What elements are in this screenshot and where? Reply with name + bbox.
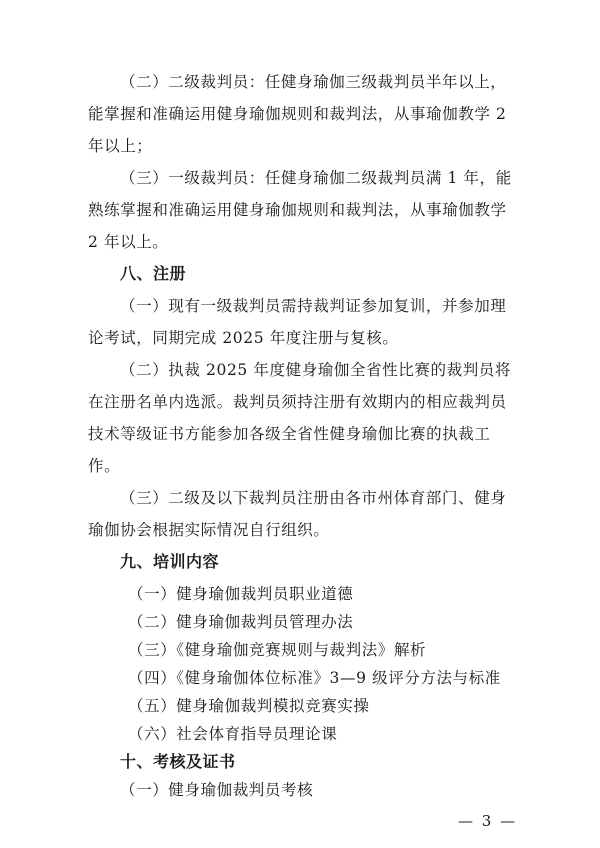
- paragraph-line: 2 年以上。: [88, 233, 169, 251]
- paragraph-line: 能掌握和准确运用健身瑜伽规则和裁判法，从事瑜伽教学 2: [88, 105, 507, 123]
- list-item: （三）《健身瑜伽竞赛规则与裁判法》解析: [128, 641, 427, 659]
- page-number: — 3 —: [458, 812, 518, 830]
- paragraph-line: 技术等级证书方能参加各级全省性健身瑜伽比赛的执裁工: [88, 425, 491, 443]
- paragraph-line: （二）执裁 2025 年度健身瑜伽全省性比赛的裁判员将: [120, 361, 512, 379]
- list-item: （二）健身瑜伽裁判员管理办法: [128, 613, 354, 631]
- paragraph-line: 论考试，同期完成 2025 年度注册与复核。: [88, 329, 399, 347]
- paragraph-line: 年以上；: [88, 137, 153, 155]
- section-heading-registration: 八、注册: [120, 264, 187, 283]
- list-item: （五）健身瑜伽裁判模拟竞赛实操: [128, 697, 370, 715]
- paragraph-line: （二）二级裁判员：任健身瑜伽三级裁判员半年以上，: [120, 73, 507, 91]
- list-item: （六）社会体育指导员理论课: [128, 725, 338, 743]
- paragraph-line: 熟练掌握和准确运用健身瑜伽规则和裁判法，从事瑜伽教学: [88, 201, 507, 219]
- section-heading-training: 九、培训内容: [120, 552, 220, 571]
- paragraph-line: （三）一级裁判员：任健身瑜伽二级裁判员满 1 年，能: [120, 169, 512, 187]
- list-item: （一）健身瑜伽裁判员考核: [120, 781, 314, 799]
- paragraph-line: 在注册名单内选派。裁判员须持注册有效期内的相应裁判员: [88, 393, 507, 411]
- paragraph-line: 瑜伽协会根据实际情况自行组织。: [88, 521, 330, 539]
- list-item: （一）健身瑜伽裁判员职业道德: [128, 585, 354, 603]
- paragraph-line: （三）二级及以下裁判员注册由各市州体育部门、健身: [120, 489, 507, 507]
- list-item: （四）《健身瑜伽体位标准》3—9 级评分方法与标准: [128, 669, 501, 687]
- paragraph-line: 作。: [88, 457, 121, 475]
- section-heading-exam: 十、考核及证书: [120, 752, 236, 771]
- paragraph-line: （一）现有一级裁判员需持裁判证参加复训，并参加理: [120, 297, 507, 315]
